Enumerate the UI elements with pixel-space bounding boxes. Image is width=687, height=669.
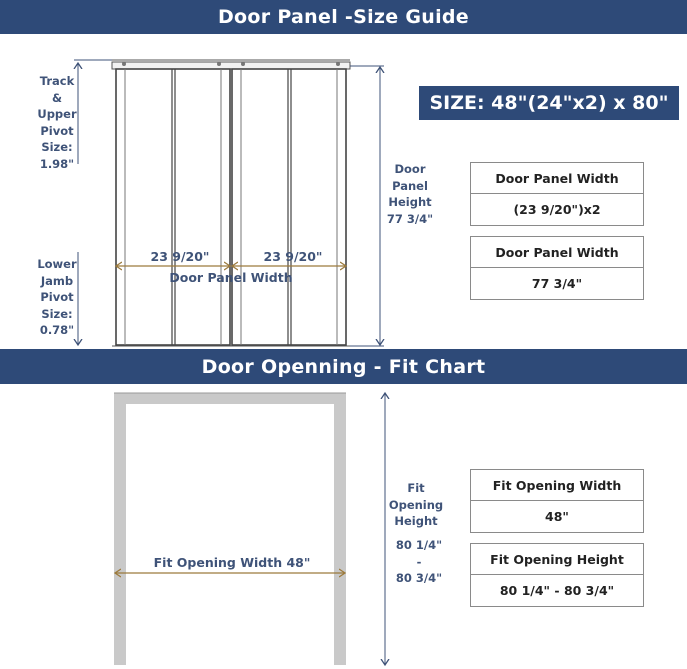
- spec-value: 80 1/4" - 80 3/4": [499, 583, 615, 598]
- door-panels: [112, 60, 350, 346]
- spec-header: Fit Opening Width: [471, 470, 643, 501]
- spec-box-fit-height: [470, 543, 644, 607]
- door-panel-height-label: Door Panel Height 77 3/4": [386, 162, 434, 226]
- fit-opening-width-caption: Fit Opening Width 48": [153, 555, 311, 570]
- fit-opening-height-label: Fit Opening Height: [388, 481, 444, 528]
- section-title-fit-chart: Door Openning - Fit Chart: [0, 349, 687, 384]
- door-opening-frame: [114, 393, 346, 665]
- spec-header: Door Panel Width: [471, 163, 643, 194]
- door-panel-width-caption: Door Panel Width: [169, 270, 293, 285]
- spec-box-panel-height: [470, 236, 644, 300]
- lower-pivot-label: Lower Jamb Pivot Size: 0.78": [37, 257, 77, 337]
- panel-width-right: 23 9/20": [263, 249, 323, 264]
- spec-header: Door Panel Width: [471, 237, 643, 268]
- spec-box-panel-width: [470, 162, 644, 226]
- size-banner: SIZE: 48"(24"x2) x 80": [419, 86, 679, 120]
- panel-width-left: 23 9/20": [150, 249, 210, 264]
- spec-box-fit-width: [470, 469, 644, 533]
- spec-value: 77 3/4": [531, 276, 583, 291]
- fit-opening-height-value: 80 1/4" - 80 3/4": [395, 538, 443, 585]
- spec-value: (23 9/20")x2: [513, 202, 601, 217]
- section-title-size-guide: Door Panel -Size Guide: [0, 0, 687, 34]
- spec-header: Fit Opening Height: [471, 544, 643, 575]
- track-pivot-label: Track & Upper Pivot Size: 1.98": [37, 74, 77, 171]
- spec-value: 48": [545, 509, 569, 524]
